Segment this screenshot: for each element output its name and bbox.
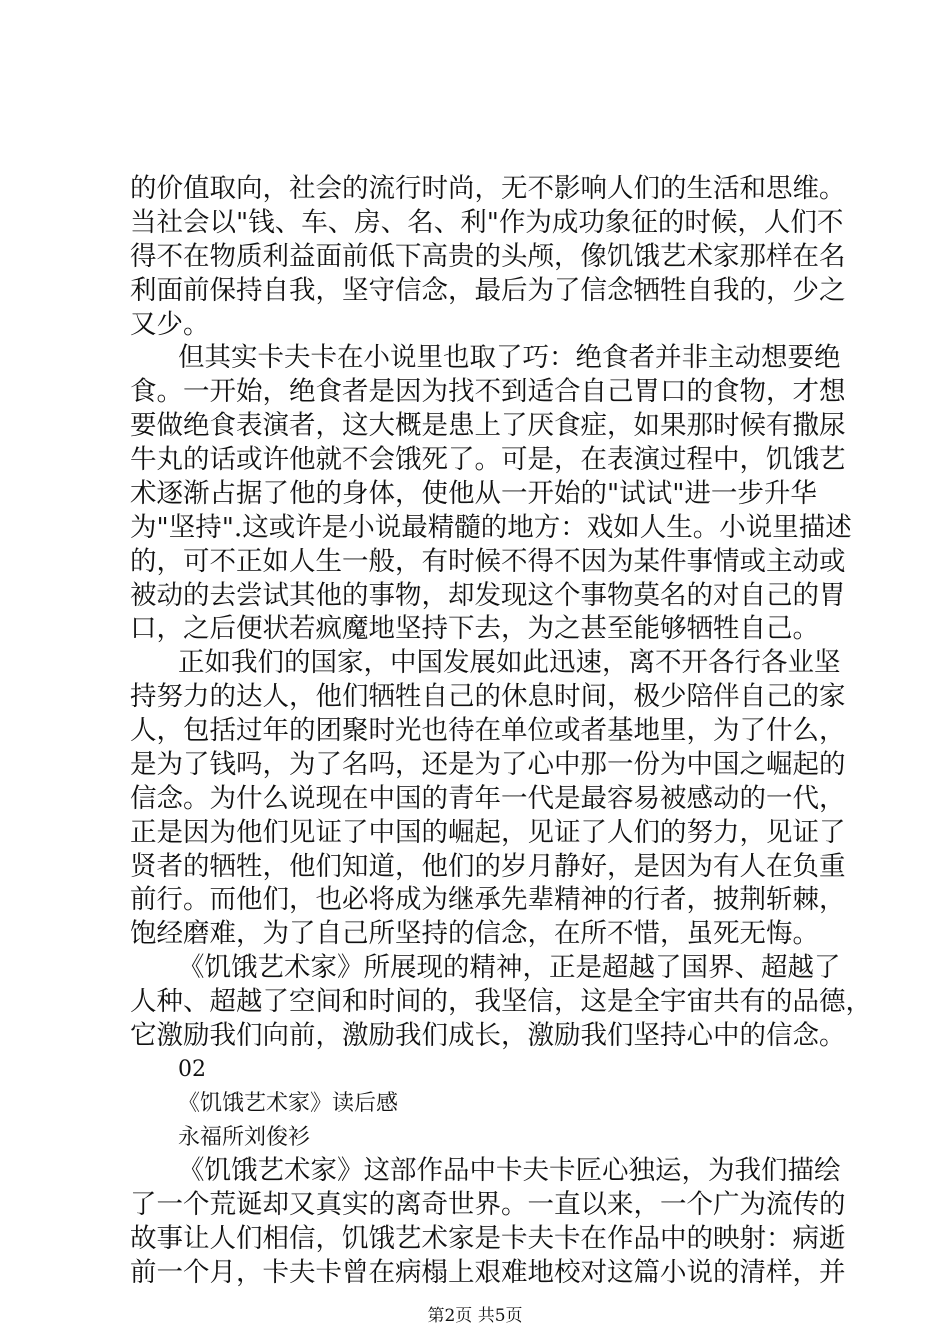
paragraph-line: 贤者的牺牲，他们知道，他们的岁月静好，是因为有人在负重 — [130, 850, 846, 882]
paragraph-line: 正是因为他们见证了中国的崛起，见证了人们的努力，见证了 — [130, 816, 846, 848]
section-number: 02 — [178, 1056, 206, 1082]
paragraph-line: 《饥饿艺术家》所展现的精神，正是超越了国界、超越了 — [178, 952, 841, 984]
paragraph-line: 人，包括过年的团聚时光也待在单位或者基地里，为了什么， — [130, 715, 846, 747]
paragraph-line: 饱经磨难，为了自己所坚持的信念，在所不惜，虽死无悔。 — [130, 918, 819, 950]
paragraph-line: 的，可不正如人生一般，有时候不得不因为某件事情或主动或 — [130, 545, 846, 577]
paragraph-line: 当社会以"钱、车、房、名、利"作为成功象征的时候，人们不 — [130, 206, 844, 238]
paragraph-line: 得不在物质利益面前低下高贵的头颅，像饥饿艺术家那样在名 — [130, 240, 846, 272]
author-line: 永福所刘俊衫 — [178, 1124, 311, 1150]
paragraph-line: 的价值取向，社会的流行时尚，无不影响人们的生活和思维。 — [130, 173, 846, 204]
paragraph-line: 前一个月，卡夫卡曾在病榻上艰难地校对这篇小说的清样，并 — [130, 1257, 846, 1289]
paragraph-line: 了一个荒诞却又真实的离奇世界。一直以来，一个广为流传的 — [130, 1189, 846, 1221]
paragraph-line: 术逐渐占据了他的身体，使他从一开始的"试试"进一步升华 — [130, 477, 817, 509]
paragraph-line: 正如我们的国家，中国发展如此迅速，离不开各行各业坚 — [178, 647, 841, 679]
paragraph-line: 要做绝食表演者，这大概是患上了厌食症，如果那时候有撒尿 — [130, 410, 846, 442]
page-footer: 第2页 共5页 — [427, 1306, 523, 1326]
paragraph-line: 牛丸的话或许他就不会饿死了。可是，在表演过程中，饥饿艺 — [130, 444, 846, 476]
paragraph-line: 口，之后便状若疯魔地坚持下去，为之甚至能够牺牲自己。 — [130, 613, 819, 645]
paragraph-line: 人种、超越了空间和时间的，我坚信，这是全宇宙共有的品德， — [130, 986, 872, 1018]
paragraph-line: 信念。为什么说现在中国的青年一代是最容易被感动的一代， — [130, 782, 846, 814]
paragraph-line: 故事让人们相信，饥饿艺术家是卡夫卡在作品中的映射：病逝 — [130, 1223, 846, 1255]
paragraph-line: 前行。而他们，也必将成为继承先辈精神的行者，披荆斩棘， — [130, 884, 846, 916]
paragraph-line: 是为了钱吗，为了名吗，还是为了心中那一份为中国之崛起的 — [130, 748, 846, 780]
paragraph-line: 为"坚持".这或许是小说最精髓的地方：戏如人生。小说里描述 — [130, 511, 852, 543]
paragraph-line: 食。一开始，绝食者是因为找不到适合自己胃口的食物，才想 — [130, 376, 846, 408]
paragraph-line: 持努力的达人，他们牺牲自己的休息时间，极少陪伴自己的家 — [130, 681, 846, 713]
paragraph-line: 利面前保持自我，坚守信念，最后为了信念牺牲自我的，少之 — [130, 274, 846, 306]
paragraph-line: 被动的去尝试其他的事物，却发现这个事物莫名的对自己的胃 — [130, 579, 846, 611]
paragraph-line: 又少。 — [130, 308, 210, 340]
paragraph-line: 《饥饿艺术家》这部作品中卡夫卡匠心独运，为我们描绘 — [178, 1155, 841, 1187]
paragraph-line: 但其实卡夫卡在小说里也取了巧：绝食者并非主动想要绝 — [178, 342, 841, 374]
paragraph-line: 它激励我们向前，激励我们成长，激励我们坚持心中的信念。 — [130, 1019, 846, 1051]
article-title: 《饥饿艺术家》读后感 — [178, 1090, 399, 1116]
